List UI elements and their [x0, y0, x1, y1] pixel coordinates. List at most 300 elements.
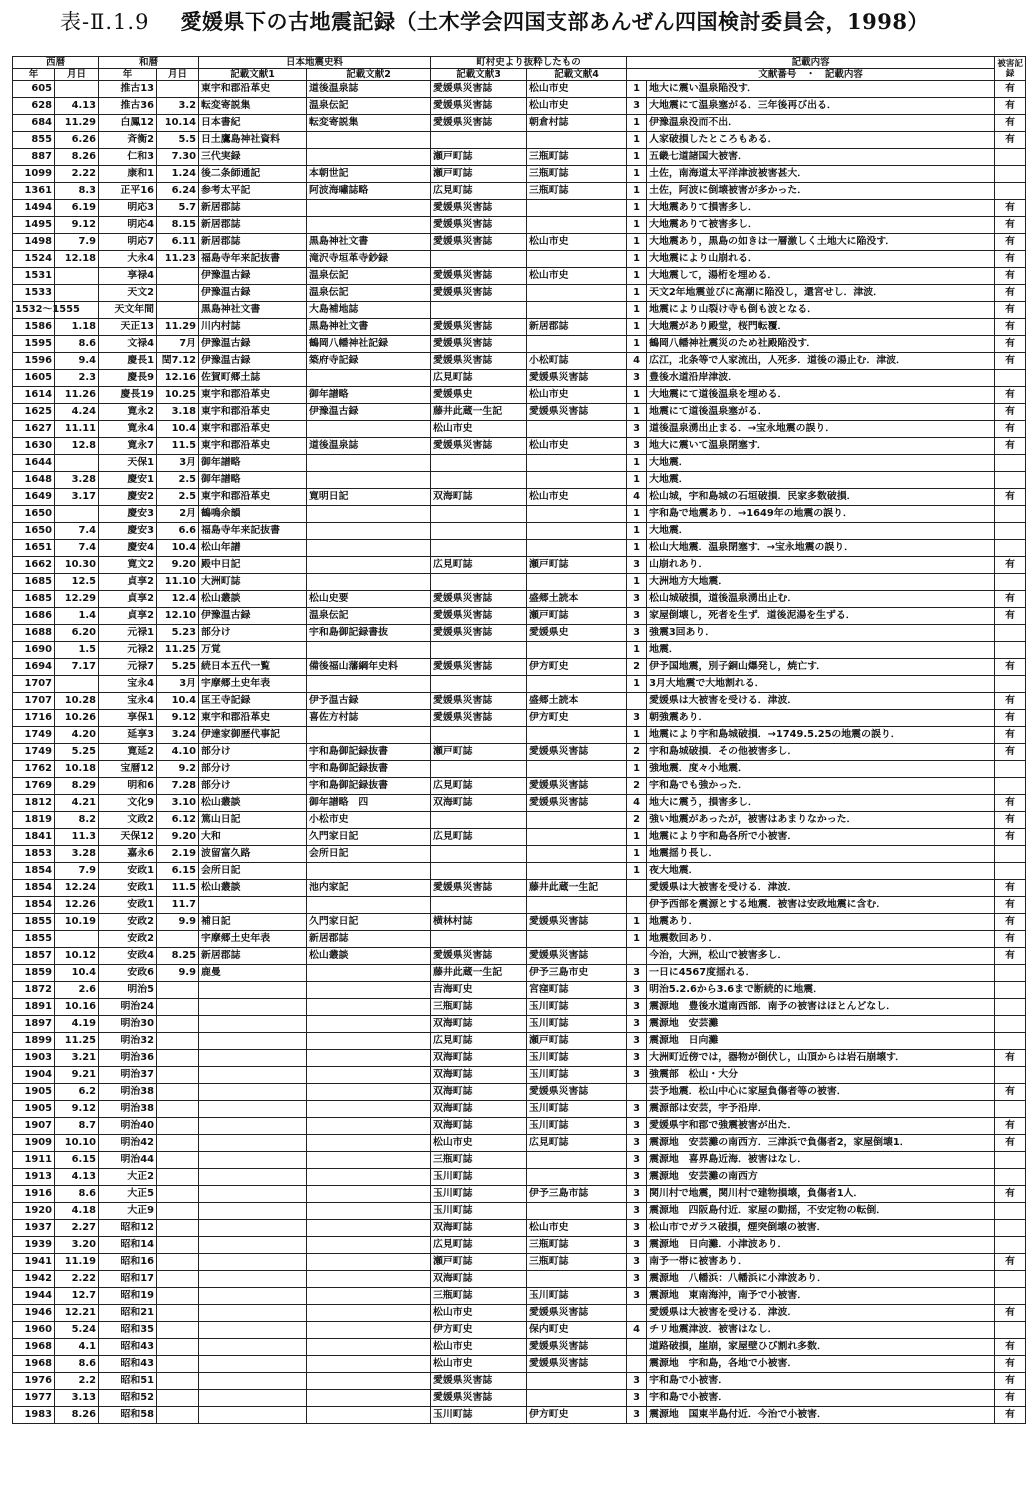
- cell-damage: 有: [995, 1339, 1026, 1356]
- cell-month-day: 6.26: [55, 132, 99, 149]
- cell-source-1: 伊豫温古録: [199, 268, 307, 285]
- cell-month-day: 4.1: [55, 1339, 99, 1356]
- cell-doc-number: 3: [627, 1033, 647, 1050]
- cell-source-4: 瀬戸町誌: [527, 557, 627, 574]
- cell-source-4: 愛媛県災害誌: [527, 1339, 627, 1356]
- cell-year: 1650: [13, 506, 55, 523]
- cell-doc-number: 1: [627, 302, 647, 319]
- cell-source-4: 伊方町史: [527, 710, 627, 727]
- cell-source-1: 転変寄説集: [199, 98, 307, 115]
- cell-damage: [995, 1288, 1026, 1305]
- cell-source-4: 玉川町誌: [527, 1288, 627, 1305]
- cell-era-year: 昭和58: [99, 1407, 157, 1424]
- cell-era-year: 安政2: [99, 931, 157, 948]
- cell-source-1: 日土鷹島神社資料: [199, 132, 307, 149]
- cell-source-2: [307, 455, 431, 472]
- cell-content: 朝強震あり．: [647, 710, 995, 727]
- cell-year: 1498: [13, 234, 55, 251]
- cell-era-month-day: [157, 1186, 199, 1203]
- cell-content: 大地震．: [647, 455, 995, 472]
- cell-month-day: 4.24: [55, 404, 99, 421]
- cell-era-month-day: 5.5: [157, 132, 199, 149]
- cell-source-4: 瀬戸町誌: [527, 1033, 627, 1050]
- table-row: [13, 1356, 1026, 1373]
- cell-content: 一日に4567度揺れる．: [647, 965, 995, 982]
- cell-doc-number: 3: [627, 421, 647, 438]
- cell-era-month-day: 3月: [157, 455, 199, 472]
- cell-content: 伊予国地震，別子銅山爆発し，焼亡す．: [647, 659, 995, 676]
- cell-year: 1707: [13, 676, 55, 693]
- cell-source-4: 松山市史: [527, 268, 627, 285]
- cell-damage: [995, 1322, 1026, 1339]
- cell-era-year: 昭和43: [99, 1356, 157, 1373]
- cell-source-2: 温泉伝記: [307, 98, 431, 115]
- cell-source-3: [431, 251, 527, 268]
- cell-source-4: [527, 132, 627, 149]
- cell-month-day: 3.28: [55, 846, 99, 863]
- cell-source-2: [307, 1084, 431, 1101]
- header-sub-row: [13, 69, 1026, 81]
- cell-source-3: 双海町誌: [431, 1067, 527, 1084]
- cell-damage: 有: [995, 897, 1026, 914]
- cell-damage: 有: [995, 115, 1026, 132]
- cell-source-4: 三瓶町誌: [527, 183, 627, 200]
- cell-source-4: [527, 336, 627, 353]
- cell-content: 愛媛県は大被害を受ける．津波．: [647, 693, 995, 710]
- cell-source-4: 伊方町史: [527, 659, 627, 676]
- cell-content: 大地震があり殿堂，桜門転覆．: [647, 319, 995, 336]
- cell-source-3: 愛媛県災害誌: [431, 285, 527, 302]
- cell-source-1: [199, 1152, 307, 1169]
- cell-era-month-day: 10.25: [157, 387, 199, 404]
- cell-month-day: 3.21: [55, 1050, 99, 1067]
- cell-era-year: 天文2: [99, 285, 157, 302]
- cell-doc-number: 2: [627, 812, 647, 829]
- cell-doc-number: 3: [627, 1016, 647, 1033]
- table-row: [13, 1152, 1026, 1169]
- cell-year: 1749: [13, 744, 55, 761]
- cell-source-4: 盛郷土読本: [527, 693, 627, 710]
- cell-source-1: 伊豫温古録: [199, 608, 307, 625]
- cell-source-2: [307, 863, 431, 880]
- cell-doc-number: 3: [627, 999, 647, 1016]
- cell-year: 1968: [13, 1356, 55, 1373]
- cell-source-3: 双海町誌: [431, 1101, 527, 1118]
- cell-doc-number: 1: [627, 574, 647, 591]
- cell-year: 1916: [13, 1186, 55, 1203]
- cell-month-day: 9.21: [55, 1067, 99, 1084]
- cell-source-1: 鹿曼: [199, 965, 307, 982]
- table-row: [13, 948, 1026, 965]
- cell-month-day: 3.28: [55, 472, 99, 489]
- cell-era-year: 明治40: [99, 1118, 157, 1135]
- cell-month-day: 8.29: [55, 778, 99, 795]
- cell-source-1: 東宇和郡沿革史: [199, 489, 307, 506]
- cell-source-2: 伊予温古録: [307, 693, 431, 710]
- cell-damage: 有: [995, 1186, 1026, 1203]
- cell-source-4: 伊予三島市史: [527, 965, 627, 982]
- cell-source-4: [527, 574, 627, 591]
- cell-source-3: 三瓶町誌: [431, 1152, 527, 1169]
- cell-content: 宇和島でも強かった．: [647, 778, 995, 795]
- cell-source-4: 愛媛県災害誌: [527, 948, 627, 965]
- cell-source-4: [527, 863, 627, 880]
- table-row: [13, 1169, 1026, 1186]
- cell-damage: [995, 642, 1026, 659]
- cell-source-3: 三瓶町誌: [431, 999, 527, 1016]
- cell-content: 地大に震い温泉陥没す．: [647, 81, 995, 98]
- table-row: [13, 1237, 1026, 1254]
- cell-doc-number: 3: [627, 982, 647, 999]
- cell-source-4: 松山市史: [527, 387, 627, 404]
- table-row: [13, 846, 1026, 863]
- cell-month-day: 2.22: [55, 166, 99, 183]
- cell-doc-number: 1: [627, 914, 647, 931]
- cell-content: 松山城，宇和島城の石垣破損．民家多数破損．: [647, 489, 995, 506]
- cell-source-1: 匡王寺記録: [199, 693, 307, 710]
- cell-source-3: 愛媛県災害誌: [431, 659, 527, 676]
- cell-source-4: 玉川町誌: [527, 999, 627, 1016]
- cell-era-year: 貞享2: [99, 574, 157, 591]
- cell-era-month-day: 8.25: [157, 948, 199, 965]
- cell-source-3: 愛媛県災害誌: [431, 591, 527, 608]
- cell-doc-number: [627, 693, 647, 710]
- table-row: [13, 1271, 1026, 1288]
- cell-damage: [995, 761, 1026, 778]
- cell-content: 大地震ありて損害多し．: [647, 200, 995, 217]
- cell-month-day: 12.5: [55, 574, 99, 591]
- cell-content: 宇和島で小被害．: [647, 1373, 995, 1390]
- cell-content: 大地震．: [647, 472, 995, 489]
- cell-era-year: 宝暦12: [99, 761, 157, 778]
- table-row: [13, 574, 1026, 591]
- cell-doc-number: 1: [627, 149, 647, 166]
- cell-month-day: 7.17: [55, 659, 99, 676]
- cell-era-year: 寛永4: [99, 421, 157, 438]
- cell-source-4: [527, 727, 627, 744]
- cell-year: 1909: [13, 1135, 55, 1152]
- header-historical-sources: 日本地震史料: [199, 57, 431, 69]
- cell-source-3: 愛媛県災害誌: [431, 1390, 527, 1407]
- cell-doc-number: 1: [627, 455, 647, 472]
- header-source-2: 記載文献2: [307, 69, 431, 81]
- table-row: [13, 608, 1026, 625]
- cell-damage: 有: [995, 880, 1026, 897]
- cell-content: 強震3回あり．: [647, 625, 995, 642]
- cell-source-3: 双海町誌: [431, 1220, 527, 1237]
- cell-doc-number: [627, 1339, 647, 1356]
- cell-year: 1853: [13, 846, 55, 863]
- cell-content: 地震数回あり．: [647, 931, 995, 948]
- cell-source-2: [307, 897, 431, 914]
- table-row: [13, 1373, 1026, 1390]
- cell-era-month-day: 11.10: [157, 574, 199, 591]
- cell-era-year: 明治42: [99, 1135, 157, 1152]
- cell-doc-number: 3: [627, 710, 647, 727]
- cell-year: 1854: [13, 897, 55, 914]
- cell-damage: [995, 1220, 1026, 1237]
- cell-source-1: [199, 1271, 307, 1288]
- cell-source-2: [307, 1152, 431, 1169]
- cell-source-2: [307, 506, 431, 523]
- cell-year: 1099: [13, 166, 55, 183]
- cell-era-month-day: 10.4: [157, 421, 199, 438]
- cell-source-1: 続日本五代一覧: [199, 659, 307, 676]
- cell-month-day: 2.2: [55, 1373, 99, 1390]
- cell-doc-number: 3: [627, 1050, 647, 1067]
- cell-doc-number: 1: [627, 676, 647, 693]
- table-row: [13, 880, 1026, 897]
- cell-era-year: 大正5: [99, 1186, 157, 1203]
- cell-damage: 有: [995, 1254, 1026, 1271]
- cell-damage: 有: [995, 1118, 1026, 1135]
- cell-source-3: 瀬戸町誌: [431, 1254, 527, 1271]
- cell-year: 1596: [13, 353, 55, 370]
- cell-doc-number: [627, 1305, 647, 1322]
- cell-source-1: 日本書紀: [199, 115, 307, 132]
- table-row: [13, 829, 1026, 846]
- cell-era-month-day: [157, 302, 199, 319]
- cell-month-day: 4.20: [55, 727, 99, 744]
- cell-source-3: 愛媛県史: [431, 387, 527, 404]
- cell-doc-number: 3: [627, 1186, 647, 1203]
- cell-source-3: 愛媛県災害誌: [431, 948, 527, 965]
- cell-source-2: [307, 1373, 431, 1390]
- cell-content: 愛媛県は大被害を受ける．津波．: [647, 1305, 995, 1322]
- cell-era-month-day: [157, 1356, 199, 1373]
- cell-source-3: [431, 863, 527, 880]
- cell-source-1: 宇摩郷土史年表: [199, 931, 307, 948]
- cell-era-year: 寛永2: [99, 404, 157, 421]
- cell-source-1: 篤山日記: [199, 812, 307, 829]
- cell-damage: 有: [995, 1050, 1026, 1067]
- cell-source-3: 愛媛県災害誌: [431, 81, 527, 98]
- cell-month-day: 10.19: [55, 914, 99, 931]
- cell-source-1: [199, 1390, 307, 1407]
- cell-source-3: 三瓶町誌: [431, 1288, 527, 1305]
- cell-era-month-day: [157, 1237, 199, 1254]
- cell-month-day: 6.15: [55, 1152, 99, 1169]
- cell-doc-number: 1: [627, 132, 647, 149]
- cell-month-day: 2.22: [55, 1271, 99, 1288]
- cell-content: 震源地 国東半島付近．今治で小被害．: [647, 1407, 995, 1424]
- cell-month-day: 8.26: [55, 149, 99, 166]
- cell-source-2: 小松市史: [307, 812, 431, 829]
- cell-month-day: 11.29: [55, 115, 99, 132]
- cell-year: 1494: [13, 200, 55, 217]
- cell-source-2: [307, 1407, 431, 1424]
- cell-year: 887: [13, 149, 55, 166]
- cell-era-year: 慶長19: [99, 387, 157, 404]
- cell-source-4: 藤井此蔵一生記: [527, 880, 627, 897]
- cell-era-year: 明治32: [99, 1033, 157, 1050]
- cell-source-1: 部分け: [199, 625, 307, 642]
- cell-era-month-day: 5.25: [157, 659, 199, 676]
- cell-era-month-day: [157, 1390, 199, 1407]
- cell-source-1: [199, 1373, 307, 1390]
- cell-era-month-day: 2.19: [157, 846, 199, 863]
- cell-source-3: 双海町誌: [431, 1271, 527, 1288]
- cell-source-2: 松山史要: [307, 591, 431, 608]
- table-row: [13, 132, 1026, 149]
- cell-month-day: 5.24: [55, 1322, 99, 1339]
- cell-era-month-day: [157, 1373, 199, 1390]
- cell-content: 地震揺り長し．: [647, 846, 995, 863]
- cell-content: 地震．: [647, 642, 995, 659]
- cell-era-year: 昭和14: [99, 1237, 157, 1254]
- cell-source-4: [527, 761, 627, 778]
- cell-source-1: 宇摩郷土史年表: [199, 676, 307, 693]
- cell-content: 大地震して，湯桁を埋める．: [647, 268, 995, 285]
- cell-damage: 有: [995, 795, 1026, 812]
- cell-era-month-day: 9.2: [157, 761, 199, 778]
- cell-content: 南予一帯に被害あり．: [647, 1254, 995, 1271]
- cell-source-2: [307, 523, 431, 540]
- cell-damage: [995, 149, 1026, 166]
- cell-era-year: 昭和12: [99, 1220, 157, 1237]
- table-row: [13, 812, 1026, 829]
- table-row: [13, 472, 1026, 489]
- cell-source-4: 玉川町誌: [527, 1050, 627, 1067]
- cell-damage: 有: [995, 1135, 1026, 1152]
- cell-month-day: [55, 268, 99, 285]
- cell-source-4: 伊方町史: [527, 1407, 627, 1424]
- table-row: [13, 1118, 1026, 1135]
- cell-month-day: [55, 81, 99, 98]
- cell-source-2: 宇和島御記録抜書: [307, 778, 431, 795]
- cell-damage: 有: [995, 1356, 1026, 1373]
- cell-source-3: 愛媛県災害誌: [431, 336, 527, 353]
- cell-content: 震源地 宇和島，各地で小被害．: [647, 1356, 995, 1373]
- cell-era-month-day: [157, 1271, 199, 1288]
- cell-content: 人家破損したところもある．: [647, 132, 995, 149]
- cell-year: 1614: [13, 387, 55, 404]
- cell-content: 震源地 安芸灘の南西方．三津浜で負傷者2，家屋倒壊1．: [647, 1135, 995, 1152]
- cell-source-3: 藤井此蔵一生記: [431, 965, 527, 982]
- cell-year: 1707: [13, 693, 55, 710]
- cell-month-day: 10.18: [55, 761, 99, 778]
- cell-source-3: 愛媛県災害誌: [431, 693, 527, 710]
- cell-source-4: [527, 931, 627, 948]
- cell-era-year: 天保12: [99, 829, 157, 846]
- cell-damage: [995, 523, 1026, 540]
- cell-doc-number: [627, 1356, 647, 1373]
- cell-era-year: 明治44: [99, 1152, 157, 1169]
- cell-era-year: 明和6: [99, 778, 157, 795]
- cell-damage: [995, 676, 1026, 693]
- cell-month-day: 8.6: [55, 1186, 99, 1203]
- table-row: [13, 404, 1026, 421]
- cell-month-day: 10.28: [55, 693, 99, 710]
- cell-source-3: [431, 302, 527, 319]
- cell-doc-number: 3: [627, 1271, 647, 1288]
- cell-month-day: 4.13: [55, 1169, 99, 1186]
- cell-source-3: 広見町誌: [431, 829, 527, 846]
- cell-damage: 有: [995, 1373, 1026, 1390]
- cell-source-2: [307, 1118, 431, 1135]
- cell-era-month-day: [157, 1118, 199, 1135]
- cell-source-2: [307, 1067, 431, 1084]
- table-row: [13, 438, 1026, 455]
- cell-month-day: 4.13: [55, 98, 99, 115]
- cell-source-1: [199, 1220, 307, 1237]
- cell-era-year: 寛延2: [99, 744, 157, 761]
- cell-doc-number: 3: [627, 1135, 647, 1152]
- cell-content: 愛媛県宇和郡で強震被害が出た．: [647, 1118, 995, 1135]
- cell-damage: 有: [995, 829, 1026, 846]
- cell-source-2: [307, 132, 431, 149]
- cell-year: 1769: [13, 778, 55, 795]
- cell-month-day: 6.2: [55, 1084, 99, 1101]
- cell-source-3: 双海町誌: [431, 1084, 527, 1101]
- cell-source-2: [307, 1356, 431, 1373]
- cell-source-4: 愛媛県史: [527, 625, 627, 642]
- cell-year: 1942: [13, 1271, 55, 1288]
- cell-source-1: 部分け: [199, 744, 307, 761]
- cell-source-4: 瀬戸町誌: [527, 608, 627, 625]
- cell-source-2: [307, 557, 431, 574]
- cell-source-3: 愛媛県災害誌: [431, 1373, 527, 1390]
- cell-year: 628: [13, 98, 55, 115]
- cell-damage: 有: [995, 353, 1026, 370]
- cell-era-month-day: [157, 1101, 199, 1118]
- table-row: [13, 1254, 1026, 1271]
- cell-source-1: 東宇和郡沿革史: [199, 81, 307, 98]
- cell-year: 1533: [13, 285, 55, 302]
- cell-era-year: 白鳳12: [99, 115, 157, 132]
- cell-damage: [995, 999, 1026, 1016]
- cell-content: 広江，北条等で人家流出，人死多．道後の湯止む．津波．: [647, 353, 995, 370]
- cell-content: 大地震にて温泉塞がる．三年後再び出る．: [647, 98, 995, 115]
- cell-year: 1855: [13, 931, 55, 948]
- cell-content: 宇和島で地震あり．→1649年の地震の誤り．: [647, 506, 995, 523]
- cell-year: 1694: [13, 659, 55, 676]
- cell-content: 伊予西部を震源とする地震．被害は安政地震に含む．: [647, 897, 995, 914]
- cell-damage: 有: [995, 557, 1026, 574]
- cell-damage: 有: [995, 81, 1026, 98]
- cell-doc-number: 3: [627, 1118, 647, 1135]
- table-row: [13, 387, 1026, 404]
- cell-year: 1524: [13, 251, 55, 268]
- cell-source-3: 松山市史: [431, 1305, 527, 1322]
- cell-era-month-day: [157, 931, 199, 948]
- cell-source-4: [527, 1169, 627, 1186]
- cell-content: 震源地 安芸灘: [647, 1016, 995, 1033]
- cell-content: チリ地震津波．被害はなし．: [647, 1322, 995, 1339]
- cell-source-4: [527, 642, 627, 659]
- cell-era-month-day: 12.4: [157, 591, 199, 608]
- cell-damage: [995, 1237, 1026, 1254]
- cell-era-year: 文政2: [99, 812, 157, 829]
- cell-era-year: 天保1: [99, 455, 157, 472]
- cell-year: 1855: [13, 914, 55, 931]
- cell-source-1: 新居郡誌: [199, 948, 307, 965]
- cell-source-2: [307, 1339, 431, 1356]
- cell-source-1: 補日記: [199, 914, 307, 931]
- header-municipal-sources: 町村史より抜粋したもの: [431, 57, 627, 69]
- cell-year: 1688: [13, 625, 55, 642]
- cell-doc-number: 2: [627, 659, 647, 676]
- cell-era-month-day: [157, 999, 199, 1016]
- cell-era-month-day: 9.20: [157, 557, 199, 574]
- cell-month-day: 3.13: [55, 1390, 99, 1407]
- cell-doc-number: 1: [627, 336, 647, 353]
- cell-source-4: 愛媛県災害誌: [527, 404, 627, 421]
- cell-source-4: [527, 472, 627, 489]
- cell-era-month-day: [157, 1169, 199, 1186]
- cell-source-3: [431, 676, 527, 693]
- table-row: [13, 285, 1026, 302]
